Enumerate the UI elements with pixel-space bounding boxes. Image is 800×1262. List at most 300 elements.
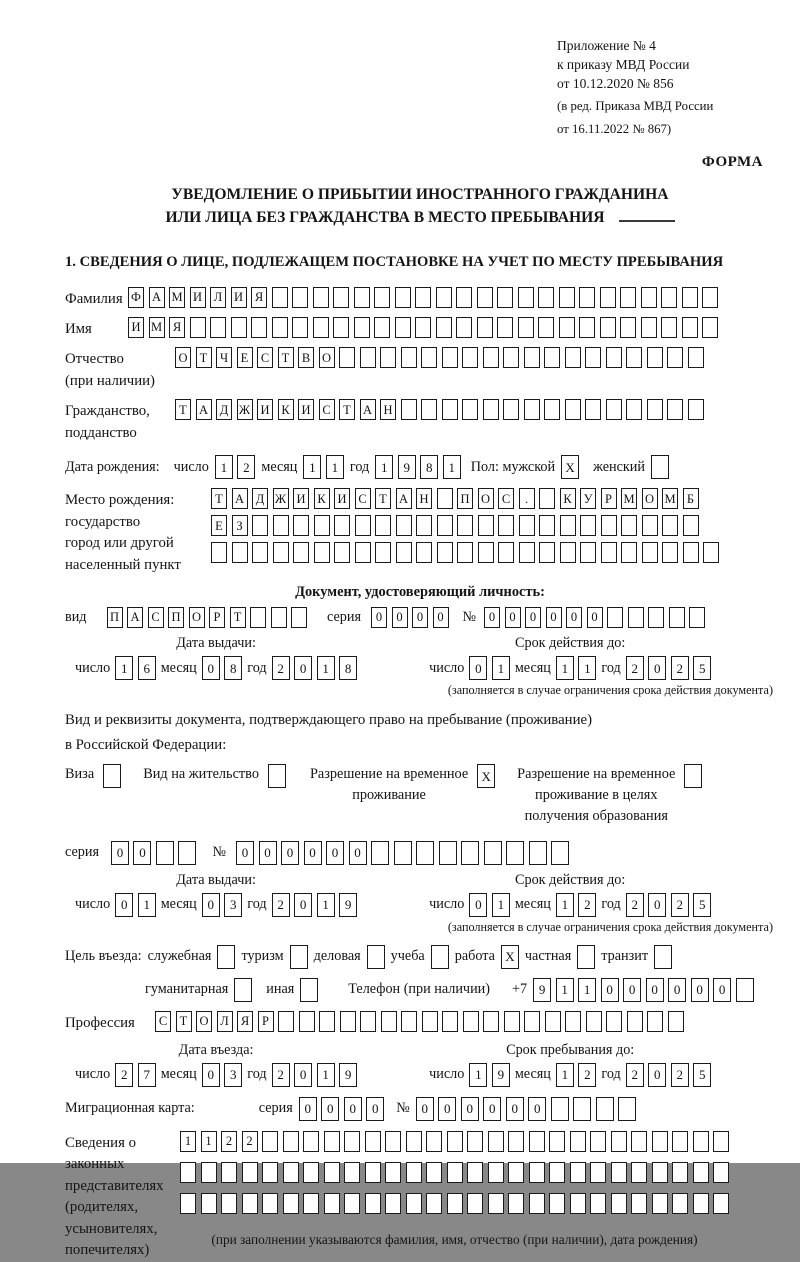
char-cell[interactable] [631, 1162, 647, 1183]
char-cell[interactable] [642, 542, 658, 563]
char-cell[interactable]: 0 [202, 1063, 220, 1087]
representatives-line3[interactable] [180, 1193, 729, 1214]
char-cell[interactable]: 8 [224, 656, 242, 680]
char-cell[interactable] [689, 607, 705, 628]
char-cell[interactable] [684, 764, 702, 788]
char-cell[interactable] [551, 841, 569, 865]
char-cell[interactable] [688, 347, 704, 368]
char-cell[interactable]: 0 [349, 841, 367, 865]
char-cell[interactable]: 9 [492, 1063, 510, 1087]
char-cell[interactable]: О [642, 488, 658, 509]
char-cell[interactable] [447, 1193, 463, 1214]
char-cell[interactable] [461, 841, 479, 865]
char-cell[interactable] [396, 542, 412, 563]
char-cell[interactable]: 0 [438, 1097, 456, 1121]
char-cell[interactable] [606, 347, 622, 368]
char-cell[interactable]: 0 [111, 841, 129, 865]
char-cell[interactable] [303, 1193, 319, 1214]
char-cell[interactable]: 0 [294, 656, 312, 680]
char-cell[interactable] [462, 347, 478, 368]
temp-residence-checkbox[interactable] [477, 764, 495, 788]
char-cell[interactable] [590, 1162, 606, 1183]
char-cell[interactable]: 0 [321, 1097, 339, 1121]
char-cell[interactable]: 1 [375, 455, 393, 479]
char-cell[interactable] [273, 542, 289, 563]
char-cell[interactable] [221, 1193, 237, 1214]
char-cell[interactable] [662, 515, 678, 536]
char-cell[interactable] [713, 1193, 729, 1214]
char-cell[interactable] [416, 841, 434, 865]
char-cell[interactable] [600, 317, 616, 338]
char-cell[interactable]: 1 [303, 455, 321, 479]
patronymic-input[interactable] [175, 347, 704, 368]
char-cell[interactable]: 1 [443, 455, 461, 479]
char-cell[interactable] [488, 1193, 504, 1214]
char-cell[interactable] [585, 399, 601, 420]
char-cell[interactable] [401, 347, 417, 368]
char-cell[interactable] [508, 1162, 524, 1183]
doc-issue-day[interactable] [115, 656, 156, 680]
char-cell[interactable]: В [298, 347, 314, 368]
char-cell[interactable] [683, 542, 699, 563]
char-cell[interactable]: О [319, 347, 335, 368]
char-cell[interactable]: И [334, 488, 350, 509]
char-cell[interactable] [498, 515, 514, 536]
char-cell[interactable] [702, 287, 718, 308]
purpose-tourism-checkbox[interactable] [290, 945, 308, 969]
char-cell[interactable]: О [478, 488, 494, 509]
char-cell[interactable]: 2 [237, 455, 255, 479]
char-cell[interactable]: 2 [272, 893, 290, 917]
char-cell[interactable] [570, 1193, 586, 1214]
char-cell[interactable]: З [232, 515, 248, 536]
citizenship-input[interactable] [175, 399, 704, 420]
char-cell[interactable]: А [396, 488, 412, 509]
char-cell[interactable] [503, 399, 519, 420]
char-cell[interactable] [339, 347, 355, 368]
char-cell[interactable]: 0 [326, 841, 344, 865]
char-cell[interactable] [618, 1097, 636, 1121]
char-cell[interactable] [313, 287, 329, 308]
char-cell[interactable]: 1 [492, 656, 510, 680]
char-cell[interactable] [313, 317, 329, 338]
char-cell[interactable] [483, 399, 499, 420]
char-cell[interactable] [178, 841, 196, 865]
char-cell[interactable] [607, 607, 623, 628]
char-cell[interactable] [713, 1131, 729, 1152]
char-cell[interactable]: 0 [202, 893, 220, 917]
char-cell[interactable] [560, 542, 576, 563]
char-cell[interactable]: 0 [469, 656, 487, 680]
char-cell[interactable] [401, 1011, 417, 1032]
char-cell[interactable] [283, 1162, 299, 1183]
char-cell[interactable] [519, 515, 535, 536]
char-cell[interactable] [539, 542, 555, 563]
char-cell[interactable]: И [128, 317, 144, 338]
char-cell[interactable] [518, 287, 534, 308]
char-cell[interactable]: Е [211, 515, 227, 536]
char-cell[interactable] [365, 1131, 381, 1152]
entry-month[interactable] [202, 1063, 243, 1087]
char-cell[interactable] [693, 1162, 709, 1183]
char-cell[interactable] [570, 1162, 586, 1183]
char-cell[interactable]: 9 [339, 1063, 357, 1087]
char-cell[interactable] [580, 515, 596, 536]
char-cell[interactable] [231, 317, 247, 338]
doc-expiry-year[interactable] [626, 656, 712, 680]
char-cell[interactable]: Р [209, 607, 225, 628]
char-cell[interactable] [262, 1162, 278, 1183]
char-cell[interactable]: 0 [412, 607, 428, 628]
char-cell[interactable] [518, 317, 534, 338]
visa-checkbox[interactable] [103, 764, 121, 788]
char-cell[interactable]: М [662, 488, 678, 509]
char-cell[interactable] [672, 1131, 688, 1152]
char-cell[interactable] [590, 1131, 606, 1152]
char-cell[interactable] [355, 542, 371, 563]
char-cell[interactable] [661, 287, 677, 308]
char-cell[interactable] [221, 1162, 237, 1183]
char-cell[interactable] [442, 1011, 458, 1032]
char-cell[interactable] [293, 542, 309, 563]
char-cell[interactable] [641, 287, 657, 308]
char-cell[interactable]: 1 [201, 1131, 217, 1152]
char-cell[interactable]: У [580, 488, 596, 509]
char-cell[interactable] [394, 841, 412, 865]
char-cell[interactable] [360, 1011, 376, 1032]
char-cell[interactable] [447, 1162, 463, 1183]
char-cell[interactable] [524, 347, 540, 368]
doc-expiry-day[interactable] [469, 656, 510, 680]
char-cell[interactable] [585, 347, 601, 368]
char-cell[interactable] [611, 1193, 627, 1214]
char-cell[interactable] [559, 287, 575, 308]
char-cell[interactable] [201, 1193, 217, 1214]
char-cell[interactable]: 0 [294, 893, 312, 917]
char-cell[interactable] [544, 347, 560, 368]
char-cell[interactable]: 5 [693, 656, 711, 680]
char-cell[interactable] [421, 347, 437, 368]
char-cell[interactable] [292, 317, 308, 338]
birth-year-input[interactable] [375, 455, 461, 479]
char-cell[interactable] [545, 1011, 561, 1032]
char-cell[interactable]: 1 [326, 455, 344, 479]
char-cell[interactable] [314, 515, 330, 536]
res-expiry-day[interactable] [469, 893, 510, 917]
purpose-other-checkbox[interactable] [300, 978, 318, 1002]
char-cell[interactable] [577, 945, 595, 969]
phone-input[interactable] [533, 978, 754, 1002]
char-cell[interactable]: 1 [578, 978, 596, 1002]
char-cell[interactable] [672, 1162, 688, 1183]
char-cell[interactable]: С [498, 488, 514, 509]
char-cell[interactable] [381, 1011, 397, 1032]
char-cell[interactable] [250, 607, 266, 628]
char-cell[interactable] [395, 317, 411, 338]
char-cell[interactable]: 1 [578, 656, 596, 680]
char-cell[interactable] [488, 1162, 504, 1183]
stay-year[interactable] [626, 1063, 712, 1087]
char-cell[interactable]: И [231, 287, 247, 308]
char-cell[interactable] [242, 1193, 258, 1214]
char-cell[interactable] [606, 399, 622, 420]
purpose-transit-checkbox[interactable] [654, 945, 672, 969]
char-cell[interactable] [508, 1193, 524, 1214]
char-cell[interactable]: О [196, 1011, 212, 1032]
purpose-business-checkbox[interactable] [367, 945, 385, 969]
char-cell[interactable] [565, 399, 581, 420]
char-cell[interactable]: П [107, 607, 123, 628]
char-cell[interactable] [497, 317, 513, 338]
char-cell[interactable]: Н [416, 488, 432, 509]
char-cell[interactable]: 2 [115, 1063, 133, 1087]
temp-residence-education-checkbox[interactable] [684, 764, 702, 788]
char-cell[interactable] [668, 1011, 684, 1032]
char-cell[interactable]: 0 [646, 978, 664, 1002]
char-cell[interactable]: 0 [505, 607, 521, 628]
char-cell[interactable]: 2 [626, 1063, 644, 1087]
char-cell[interactable] [539, 488, 555, 509]
char-cell[interactable] [431, 945, 449, 969]
char-cell[interactable] [559, 317, 575, 338]
char-cell[interactable] [570, 1131, 586, 1152]
char-cell[interactable] [406, 1162, 422, 1183]
char-cell[interactable] [580, 542, 596, 563]
char-cell[interactable]: 0 [528, 1097, 546, 1121]
stay-month[interactable] [556, 1063, 597, 1087]
char-cell[interactable] [456, 317, 472, 338]
res-expiry-year[interactable] [626, 893, 712, 917]
char-cell[interactable] [478, 542, 494, 563]
char-cell[interactable] [488, 1131, 504, 1152]
stay-day[interactable] [469, 1063, 510, 1087]
doc-expiry-month[interactable] [556, 656, 597, 680]
char-cell[interactable] [467, 1193, 483, 1214]
char-cell[interactable]: 0 [133, 841, 151, 865]
char-cell[interactable]: Ж [273, 488, 289, 509]
char-cell[interactable] [621, 515, 637, 536]
char-cell[interactable] [299, 1011, 315, 1032]
char-cell[interactable] [374, 287, 390, 308]
char-cell[interactable]: И [257, 399, 273, 420]
char-cell[interactable]: 0 [587, 607, 603, 628]
char-cell[interactable] [319, 1011, 335, 1032]
char-cell[interactable] [539, 515, 555, 536]
char-cell[interactable] [611, 1162, 627, 1183]
char-cell[interactable]: 1 [556, 656, 574, 680]
char-cell[interactable] [484, 841, 502, 865]
char-cell[interactable] [736, 978, 754, 1002]
sex-female-checkbox[interactable] [651, 455, 669, 479]
char-cell[interactable] [375, 515, 391, 536]
char-cell[interactable] [385, 1162, 401, 1183]
char-cell[interactable] [360, 347, 376, 368]
char-cell[interactable] [416, 515, 432, 536]
char-cell[interactable] [180, 1162, 196, 1183]
char-cell[interactable] [529, 1162, 545, 1183]
char-cell[interactable]: Т [196, 347, 212, 368]
char-cell[interactable] [565, 1011, 581, 1032]
entry-year[interactable] [272, 1063, 358, 1087]
char-cell[interactable]: Е [237, 347, 253, 368]
char-cell[interactable] [652, 1193, 668, 1214]
char-cell[interactable] [354, 287, 370, 308]
char-cell[interactable]: А [360, 399, 376, 420]
char-cell[interactable] [278, 1011, 294, 1032]
char-cell[interactable]: М [149, 317, 165, 338]
char-cell[interactable]: 7 [138, 1063, 156, 1087]
char-cell[interactable]: 2 [671, 656, 689, 680]
char-cell[interactable] [416, 542, 432, 563]
char-cell[interactable] [422, 1011, 438, 1032]
char-cell[interactable]: 8 [339, 656, 357, 680]
char-cell[interactable] [456, 287, 472, 308]
char-cell[interactable]: С [155, 1011, 171, 1032]
char-cell[interactable] [324, 1162, 340, 1183]
char-cell[interactable] [291, 607, 307, 628]
char-cell[interactable] [628, 607, 644, 628]
char-cell[interactable] [252, 515, 268, 536]
char-cell[interactable]: 0 [601, 978, 619, 1002]
char-cell[interactable]: Ж [237, 399, 253, 420]
char-cell[interactable] [667, 347, 683, 368]
char-cell[interactable] [506, 841, 524, 865]
char-cell[interactable] [682, 287, 698, 308]
char-cell[interactable] [333, 287, 349, 308]
char-cell[interactable] [483, 1011, 499, 1032]
doc-issue-year[interactable] [272, 656, 358, 680]
char-cell[interactable] [292, 287, 308, 308]
char-cell[interactable]: X [501, 945, 519, 969]
char-cell[interactable]: 0 [299, 1097, 317, 1121]
char-cell[interactable]: Ч [216, 347, 232, 368]
char-cell[interactable] [504, 1011, 520, 1032]
char-cell[interactable]: 0 [506, 1097, 524, 1121]
char-cell[interactable]: 9 [398, 455, 416, 479]
char-cell[interactable] [483, 347, 499, 368]
char-cell[interactable] [354, 317, 370, 338]
char-cell[interactable] [519, 542, 535, 563]
char-cell[interactable] [529, 841, 547, 865]
char-cell[interactable]: Т [230, 607, 246, 628]
char-cell[interactable] [693, 1131, 709, 1152]
given-name-input[interactable] [128, 317, 718, 338]
surname-input[interactable] [128, 287, 718, 308]
char-cell[interactable] [498, 542, 514, 563]
char-cell[interactable] [442, 399, 458, 420]
char-cell[interactable]: 2 [578, 893, 596, 917]
char-cell[interactable] [426, 1131, 442, 1152]
char-cell[interactable]: 8 [420, 455, 438, 479]
char-cell[interactable] [262, 1193, 278, 1214]
char-cell[interactable] [251, 317, 267, 338]
char-cell[interactable] [647, 347, 663, 368]
char-cell[interactable] [549, 1131, 565, 1152]
char-cell[interactable] [524, 1011, 540, 1032]
char-cell[interactable] [437, 515, 453, 536]
char-cell[interactable]: Д [216, 399, 232, 420]
char-cell[interactable] [333, 317, 349, 338]
profession-input[interactable] [155, 1011, 684, 1032]
char-cell[interactable] [538, 317, 554, 338]
doc-series-input[interactable] [371, 607, 449, 628]
char-cell[interactable]: Д [252, 488, 268, 509]
mc-series-input[interactable] [299, 1097, 385, 1121]
char-cell[interactable] [300, 978, 318, 1002]
char-cell[interactable] [421, 399, 437, 420]
purpose-work-checkbox[interactable] [501, 945, 519, 969]
char-cell[interactable] [426, 1193, 442, 1214]
char-cell[interactable]: 1 [180, 1131, 196, 1152]
char-cell[interactable]: 0 [483, 1097, 501, 1121]
char-cell[interactable]: К [560, 488, 576, 509]
char-cell[interactable]: 0 [416, 1097, 434, 1121]
char-cell[interactable] [303, 1131, 319, 1152]
char-cell[interactable] [242, 1162, 258, 1183]
char-cell[interactable] [651, 455, 669, 479]
char-cell[interactable]: 0 [115, 893, 133, 917]
char-cell[interactable] [661, 317, 677, 338]
char-cell[interactable] [596, 1097, 614, 1121]
char-cell[interactable] [549, 1162, 565, 1183]
char-cell[interactable] [367, 945, 385, 969]
char-cell[interactable]: А [149, 287, 165, 308]
char-cell[interactable] [234, 978, 252, 1002]
char-cell[interactable] [395, 287, 411, 308]
char-cell[interactable]: Т [339, 399, 355, 420]
char-cell[interactable] [442, 347, 458, 368]
char-cell[interactable] [232, 542, 248, 563]
char-cell[interactable] [463, 1011, 479, 1032]
char-cell[interactable]: И [190, 287, 206, 308]
char-cell[interactable]: 1 [556, 978, 574, 1002]
char-cell[interactable]: М [621, 488, 637, 509]
char-cell[interactable] [601, 515, 617, 536]
char-cell[interactable]: X [561, 455, 579, 479]
sex-male-checkbox[interactable] [561, 455, 579, 479]
char-cell[interactable]: 1 [492, 893, 510, 917]
char-cell[interactable] [415, 317, 431, 338]
char-cell[interactable] [579, 317, 595, 338]
char-cell[interactable] [252, 542, 268, 563]
char-cell[interactable]: 5 [693, 893, 711, 917]
char-cell[interactable] [551, 1097, 569, 1121]
char-cell[interactable] [103, 764, 121, 788]
char-cell[interactable] [415, 287, 431, 308]
char-cell[interactable]: 0 [713, 978, 731, 1002]
char-cell[interactable] [641, 317, 657, 338]
char-cell[interactable] [620, 287, 636, 308]
char-cell[interactable] [272, 287, 288, 308]
char-cell[interactable]: 0 [259, 841, 277, 865]
char-cell[interactable] [538, 287, 554, 308]
char-cell[interactable] [648, 607, 664, 628]
char-cell[interactable]: Т [176, 1011, 192, 1032]
char-cell[interactable]: С [148, 607, 164, 628]
char-cell[interactable] [590, 1193, 606, 1214]
entry-day[interactable] [115, 1063, 156, 1087]
char-cell[interactable] [385, 1193, 401, 1214]
doc-issue-month[interactable] [202, 656, 243, 680]
char-cell[interactable] [436, 317, 452, 338]
res-number-input[interactable] [236, 841, 569, 865]
char-cell[interactable]: П [168, 607, 184, 628]
char-cell[interactable]: 0 [566, 607, 582, 628]
char-cell[interactable]: 0 [691, 978, 709, 1002]
char-cell[interactable] [340, 1011, 356, 1032]
char-cell[interactable] [406, 1193, 422, 1214]
char-cell[interactable] [426, 1162, 442, 1183]
